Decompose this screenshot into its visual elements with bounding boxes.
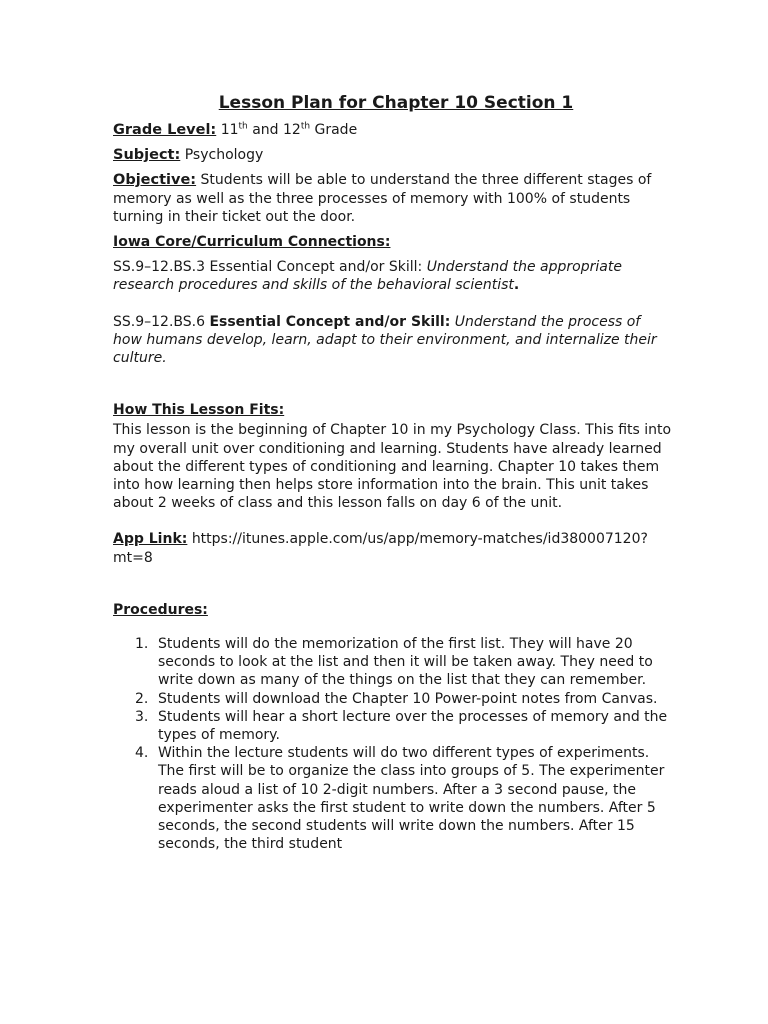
list-item xyxy=(113,635,673,690)
spacer xyxy=(113,512,673,530)
grade-level-label: Grade Level: xyxy=(113,122,217,138)
standard-bs3-code: SS.9–12.BS.3 Essential Concept and/or Skill: xyxy=(113,259,423,276)
list-item xyxy=(113,708,673,744)
list-number: 4. xyxy=(135,745,149,762)
standard-bs3-text: Understand the appropriate research procedures and skills of the behavioral scientist xyxy=(113,259,622,294)
lesson-fit-text: This lesson is the beginning of Chapter 10 in my Psychology Class. This fits into my overall unit over conditioning and learning. Students have already learned about the different types of conditioning and learning. Chapter 10 takes them into how learning then helps store information into the brain. This unit takes about 2 weeks of class and this lesson falls on day 6 of the unit. xyxy=(113,422,672,512)
list-item-text: Within the lecture students will do two different types of experiments. The first will be to organize the class into groups of 5. The experimenter reads aloud a list of 10 2-digit numbers. After a 3 second pause, the experimenter asks the first student to write down the numbers. After 5 seconds, the second students will write down the numbers. After 15 seconds, the third student xyxy=(158,745,665,853)
procedures-heading: Procedures: xyxy=(113,601,208,618)
app-link-url[interactable]: https://itunes.apple.com/us/app/memory-matches/id380007120?mt=8 xyxy=(113,531,648,566)
app-link-label: App Link: xyxy=(113,531,188,548)
lesson-fit-heading: How This Lesson Fits: xyxy=(113,402,285,419)
subject-value: Psychology xyxy=(184,147,264,164)
list-item-text: Students will do the memorization of the first list. They will have 20 seconds to look at the list and then it will be taken away. They need to write down as many of the things on the list that they can remember. xyxy=(158,636,653,689)
subject-label: Subject: xyxy=(113,147,181,164)
standard-bs6-text: Understand the process of how humans develop, learn, adapt to their environment, and internalize their culture. xyxy=(113,313,657,367)
list-item xyxy=(113,744,673,853)
spacer xyxy=(113,295,673,313)
subject-line xyxy=(113,146,673,164)
spacer xyxy=(113,567,673,601)
grade-level-value xyxy=(221,122,358,138)
standard-bs6 xyxy=(113,313,673,368)
document-page xyxy=(113,92,673,854)
standard-bs3 xyxy=(113,258,673,294)
grade-level-line xyxy=(113,121,673,139)
list-number: 3. xyxy=(135,708,149,725)
list-item xyxy=(113,690,673,708)
list-item-text: Students will download the Chapter 10 Power-point notes from Canvas. xyxy=(158,690,658,707)
grade-12: and 12 xyxy=(252,122,301,138)
objective-text: Students will be able to understand the three different stages of memory as well as the three processes of memory with 100% of students turning in their ticket out the door. xyxy=(113,172,652,225)
standard-bs6-label: Essential Concept and/or Skill: xyxy=(209,313,451,330)
grade-11: 11 xyxy=(220,122,239,138)
app-link-line xyxy=(113,530,673,566)
curriculum-heading: Iowa Core/Curriculum Connections: xyxy=(113,234,391,251)
procedures-list xyxy=(113,635,673,853)
grade-suffix: Grade xyxy=(314,122,358,138)
spacer xyxy=(113,367,673,401)
list-number: 2. xyxy=(135,690,149,707)
grade-11-sup: th xyxy=(238,121,248,132)
grade-12-sup: th xyxy=(300,121,311,132)
list-number: 1. xyxy=(135,636,149,653)
objective-label: Objective: xyxy=(113,172,197,189)
list-item-text: Students will hear a short lecture over the processes of memory and the types of memory. xyxy=(158,708,668,744)
standard-bs3-end: . xyxy=(513,277,520,294)
objective-paragraph xyxy=(113,171,673,226)
standard-bs6-code: SS.9–12.BS.6 xyxy=(113,313,205,330)
document-title: Lesson Plan for Chapter 10 Section 1 xyxy=(218,93,574,113)
